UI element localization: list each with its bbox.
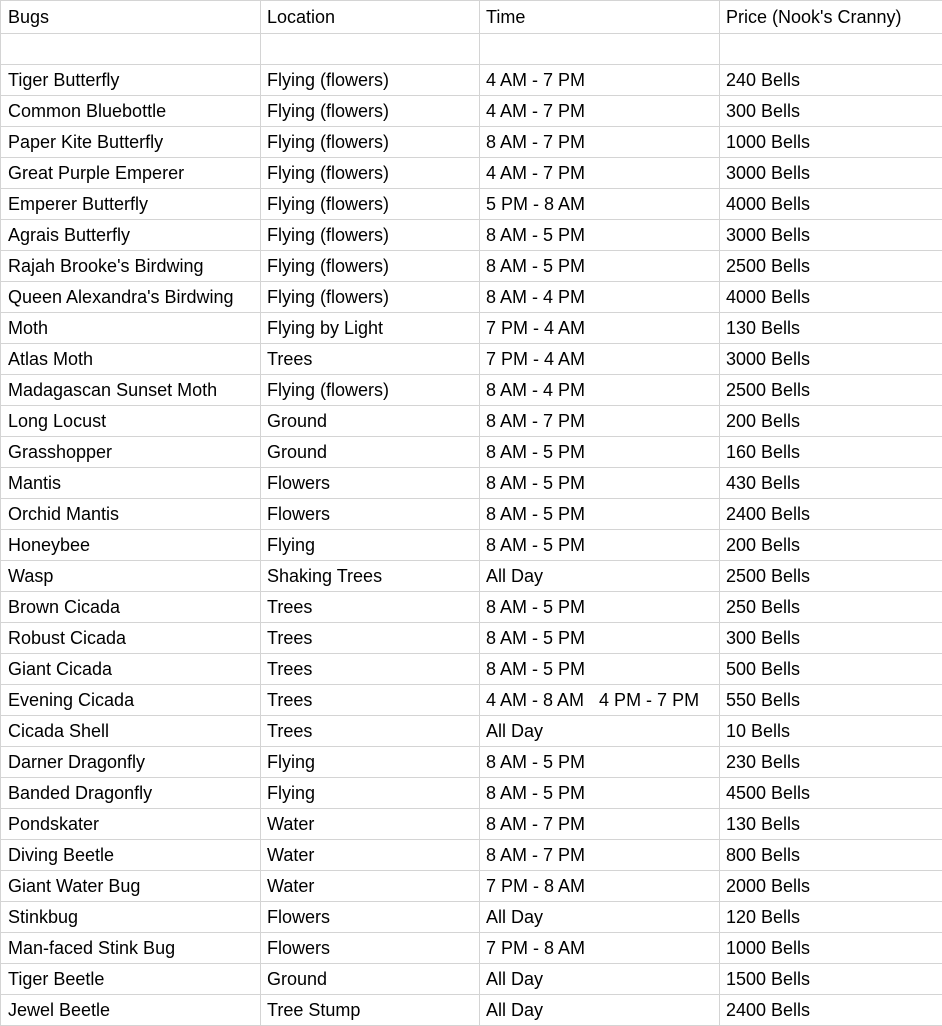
cell-bug-name[interactable]: Emperer Butterfly xyxy=(1,189,261,220)
time-value: 8 AM - 5 PM xyxy=(486,504,585,524)
table-row xyxy=(1,158,942,189)
time-value: 8 AM - 4 PM xyxy=(486,287,585,307)
cell-price[interactable]: 4000 Bells xyxy=(720,282,942,313)
cell-location[interactable]: Flying (flowers) xyxy=(261,127,480,158)
cell-time[interactable] xyxy=(480,530,720,561)
time-value: 8 AM - 5 PM xyxy=(486,442,585,462)
time-value: 8 AM - 5 PM xyxy=(486,597,585,617)
cell-bug-name[interactable]: Paper Kite Butterfly xyxy=(1,127,261,158)
cell-price[interactable]: 550 Bells xyxy=(720,685,942,716)
table-row xyxy=(1,840,942,871)
table-row xyxy=(1,809,942,840)
time-value: 8 AM - 5 PM xyxy=(486,225,585,245)
cell-price[interactable]: 500 Bells xyxy=(720,654,942,685)
time-value: 8 AM - 5 PM xyxy=(486,256,585,276)
table-row xyxy=(1,468,942,499)
cell-location[interactable]: Flying xyxy=(261,530,480,561)
cell-location[interactable]: Trees xyxy=(261,716,480,747)
time-value: 8 AM - 5 PM xyxy=(486,628,585,648)
cell-time[interactable] xyxy=(480,778,720,809)
cell-location[interactable]: Flying (flowers) xyxy=(261,251,480,282)
time-value: 8 AM - 7 PM xyxy=(486,132,585,152)
time-value: 7 PM - 8 AM xyxy=(486,876,585,896)
time-value: 8 AM - 7 PM xyxy=(486,411,585,431)
cell-time[interactable] xyxy=(480,406,720,437)
cell-bug-name[interactable]: Agrais Butterfly xyxy=(1,220,261,251)
cell-location[interactable]: Trees xyxy=(261,685,480,716)
cell-location[interactable]: Ground xyxy=(261,437,480,468)
cell-location[interactable]: Trees xyxy=(261,344,480,375)
table-row xyxy=(1,406,942,437)
cell-location[interactable]: Flowers xyxy=(261,468,480,499)
cell-location[interactable]: Shaking Trees xyxy=(261,561,480,592)
cell-time[interactable] xyxy=(480,964,720,995)
cell-price[interactable]: 10 Bells xyxy=(720,716,942,747)
cell-time[interactable] xyxy=(480,499,720,530)
cell-price[interactable]: 2500 Bells xyxy=(720,251,942,282)
header-cell-price[interactable]: Price (Nook's Cranny) xyxy=(720,1,942,34)
table-row xyxy=(1,499,942,530)
cell-time[interactable] xyxy=(480,220,720,251)
time-value: All Day xyxy=(486,1000,543,1020)
cell-bug-name[interactable]: Evening Cicada xyxy=(1,685,261,716)
time-value: All Day xyxy=(486,907,543,927)
cell-price[interactable]: 2500 Bells xyxy=(720,375,942,406)
cell-time[interactable] xyxy=(480,437,720,468)
cell-bug-name[interactable]: Moth xyxy=(1,313,261,344)
table-row xyxy=(1,902,942,933)
cell-time[interactable] xyxy=(480,995,720,1026)
cell-bug-name[interactable]: Mantis xyxy=(1,468,261,499)
cell-bug-name[interactable]: Atlas Moth xyxy=(1,344,261,375)
table-row xyxy=(1,871,942,902)
cell-price[interactable]: 800 Bells xyxy=(720,840,942,871)
cell-time[interactable] xyxy=(480,809,720,840)
cell-location[interactable]: Flying (flowers) xyxy=(261,375,480,406)
cell-price[interactable]: 3000 Bells xyxy=(720,158,942,189)
table-row xyxy=(1,592,942,623)
cell-price[interactable]: 160 Bells xyxy=(720,437,942,468)
time-value: All Day xyxy=(486,721,543,741)
cell-price[interactable]: 3000 Bells xyxy=(720,220,942,251)
cell-bug-name[interactable]: Orchid Mantis xyxy=(1,499,261,530)
cell-price[interactable]: 250 Bells xyxy=(720,592,942,623)
cell-price[interactable]: 120 Bells xyxy=(720,902,942,933)
time-value: All Day xyxy=(486,566,543,586)
cell-bug-name[interactable]: Giant Water Bug xyxy=(1,871,261,902)
cell-price[interactable]: 1000 Bells xyxy=(720,127,942,158)
cell-location[interactable]: Flowers xyxy=(261,933,480,964)
cell-location[interactable]: Flying (flowers) xyxy=(261,65,480,96)
time-value: 4 AM - 7 PM xyxy=(486,70,585,90)
cell-price[interactable]: 430 Bells xyxy=(720,468,942,499)
time-value: 8 AM - 5 PM xyxy=(486,752,585,772)
table-row xyxy=(1,220,942,251)
cell-price[interactable]: 1500 Bells xyxy=(720,964,942,995)
cell-bug-name[interactable]: Stinkbug xyxy=(1,902,261,933)
header-row xyxy=(1,1,942,34)
cell-bug-name[interactable]: Great Purple Emperer xyxy=(1,158,261,189)
blank-row xyxy=(1,34,942,65)
cell-time[interactable] xyxy=(480,127,720,158)
cell-bug-name[interactable]: Brown Cicada xyxy=(1,592,261,623)
table-row xyxy=(1,127,942,158)
cell-location[interactable]: Trees xyxy=(261,623,480,654)
table-row xyxy=(1,933,942,964)
table-row xyxy=(1,313,942,344)
cell-price[interactable]: 2500 Bells xyxy=(720,561,942,592)
cell-price[interactable]: 130 Bells xyxy=(720,809,942,840)
time-value: 8 AM - 7 PM xyxy=(486,845,585,865)
cell-time[interactable] xyxy=(480,747,720,778)
empty-cell[interactable] xyxy=(261,34,480,65)
cell-location[interactable]: Flying (flowers) xyxy=(261,220,480,251)
cell-bug-name[interactable]: Long Locust xyxy=(1,406,261,437)
table-row xyxy=(1,96,942,127)
time-value: 5 PM - 8 AM xyxy=(486,194,585,214)
cell-time[interactable] xyxy=(480,313,720,344)
cell-bug-name[interactable]: Queen Alexandra's Birdwing xyxy=(1,282,261,313)
cell-time[interactable] xyxy=(480,561,720,592)
cell-location[interactable]: Flowers xyxy=(261,499,480,530)
cell-bug-name[interactable]: Jewel Beetle xyxy=(1,995,261,1026)
cell-bug-name[interactable]: Pondskater xyxy=(1,809,261,840)
cell-time[interactable] xyxy=(480,158,720,189)
cell-time[interactable] xyxy=(480,933,720,964)
cell-location[interactable]: Flying xyxy=(261,747,480,778)
cell-price[interactable]: 2000 Bells xyxy=(720,871,942,902)
cell-time[interactable] xyxy=(480,716,720,747)
cell-time[interactable] xyxy=(480,840,720,871)
table-row xyxy=(1,530,942,561)
table-row xyxy=(1,685,942,716)
cell-price[interactable]: 200 Bells xyxy=(720,530,942,561)
empty-cell[interactable] xyxy=(720,34,942,65)
time-extra-value: 4 PM - 7 PM xyxy=(599,685,699,715)
cell-price[interactable]: 3000 Bells xyxy=(720,344,942,375)
cell-location[interactable]: Flying xyxy=(261,778,480,809)
table-row xyxy=(1,995,942,1026)
cell-bug-name[interactable]: Madagascan Sunset Moth xyxy=(1,375,261,406)
table-row xyxy=(1,282,942,313)
cell-time[interactable] xyxy=(480,96,720,127)
time-value: 8 AM - 5 PM xyxy=(486,659,585,679)
empty-cell[interactable] xyxy=(1,34,261,65)
cell-bug-name[interactable]: Wasp xyxy=(1,561,261,592)
cell-time[interactable] xyxy=(480,375,720,406)
cell-time[interactable] xyxy=(480,685,720,716)
cell-bug-name[interactable]: Cicada Shell xyxy=(1,716,261,747)
cell-time[interactable] xyxy=(480,592,720,623)
cell-bug-name[interactable]: Diving Beetle xyxy=(1,840,261,871)
cell-location[interactable]: Water xyxy=(261,809,480,840)
table-row xyxy=(1,747,942,778)
cell-bug-name[interactable]: Rajah Brooke's Birdwing xyxy=(1,251,261,282)
cell-price[interactable]: 4000 Bells xyxy=(720,189,942,220)
cell-price[interactable]: 200 Bells xyxy=(720,406,942,437)
time-value: 8 AM - 5 PM xyxy=(486,473,585,493)
table-row xyxy=(1,344,942,375)
header-cell-time[interactable]: Time xyxy=(480,1,720,34)
cell-bug-name[interactable]: Honeybee xyxy=(1,530,261,561)
cell-time[interactable] xyxy=(480,282,720,313)
cell-price[interactable]: 230 Bells xyxy=(720,747,942,778)
cell-time[interactable] xyxy=(480,189,720,220)
empty-cell[interactable] xyxy=(480,34,720,65)
cell-bug-name[interactable]: Giant Cicada xyxy=(1,654,261,685)
cell-price[interactable]: 300 Bells xyxy=(720,623,942,654)
cell-time[interactable] xyxy=(480,468,720,499)
cell-location[interactable]: Flying (flowers) xyxy=(261,96,480,127)
cell-price[interactable]: 300 Bells xyxy=(720,96,942,127)
cell-price[interactable]: 1000 Bells xyxy=(720,933,942,964)
cell-location[interactable]: Water xyxy=(261,840,480,871)
time-value: 4 AM - 7 PM xyxy=(486,163,585,183)
cell-time[interactable] xyxy=(480,251,720,282)
cell-location[interactable]: Ground xyxy=(261,406,480,437)
cell-location[interactable]: Trees xyxy=(261,592,480,623)
cell-bug-name[interactable]: Common Bluebottle xyxy=(1,96,261,127)
table-row xyxy=(1,437,942,468)
cell-bug-name[interactable]: Darner Dragonfly xyxy=(1,747,261,778)
time-value: 8 AM - 7 PM xyxy=(486,814,585,834)
table-row xyxy=(1,623,942,654)
cell-time[interactable] xyxy=(480,654,720,685)
time-value: 8 AM - 4 PM xyxy=(486,380,585,400)
cell-bug-name[interactable]: Robust Cicada xyxy=(1,623,261,654)
cell-location[interactable]: Water xyxy=(261,871,480,902)
time-value: 7 PM - 4 AM xyxy=(486,349,585,369)
cell-bug-name[interactable]: Tiger Butterfly xyxy=(1,65,261,96)
cell-time[interactable] xyxy=(480,65,720,96)
table-row xyxy=(1,375,942,406)
table-row xyxy=(1,716,942,747)
time-value: All Day xyxy=(486,969,543,989)
cell-location[interactable]: Flying (flowers) xyxy=(261,282,480,313)
time-value: 8 AM - 5 PM xyxy=(486,783,585,803)
cell-location[interactable]: Ground xyxy=(261,964,480,995)
cell-time[interactable] xyxy=(480,902,720,933)
table-row xyxy=(1,654,942,685)
time-value: 7 PM - 8 AM xyxy=(486,938,585,958)
cell-bug-name[interactable]: Man-faced Stink Bug xyxy=(1,933,261,964)
cell-location[interactable]: Tree Stump xyxy=(261,995,480,1026)
table-row xyxy=(1,65,942,96)
time-value: 4 AM - 8 AM xyxy=(486,690,584,710)
header-cell-bugs[interactable]: Bugs xyxy=(1,1,261,34)
time-value: 8 AM - 5 PM xyxy=(486,535,585,555)
cell-location[interactable]: Flying (flowers) xyxy=(261,189,480,220)
cell-price[interactable]: 2400 Bells xyxy=(720,499,942,530)
cell-time[interactable] xyxy=(480,344,720,375)
cell-bug-name[interactable]: Tiger Beetle xyxy=(1,964,261,995)
cell-price[interactable]: 240 Bells xyxy=(720,65,942,96)
cell-time[interactable] xyxy=(480,623,720,654)
cell-location[interactable]: Trees xyxy=(261,654,480,685)
time-value: 4 AM - 7 PM xyxy=(486,101,585,121)
cell-price[interactable]: 130 Bells xyxy=(720,313,942,344)
cell-location[interactable]: Flying by Light xyxy=(261,313,480,344)
cell-time[interactable] xyxy=(480,871,720,902)
table-row xyxy=(1,561,942,592)
cell-location[interactable]: Flying (flowers) xyxy=(261,158,480,189)
cell-location[interactable]: Flowers xyxy=(261,902,480,933)
cell-bug-name[interactable]: Banded Dragonfly xyxy=(1,778,261,809)
table-row xyxy=(1,189,942,220)
table-row xyxy=(1,778,942,809)
header-cell-location[interactable]: Location xyxy=(261,1,480,34)
cell-price[interactable]: 2400 Bells xyxy=(720,995,942,1026)
cell-bug-name[interactable]: Grasshopper xyxy=(1,437,261,468)
table-row xyxy=(1,251,942,282)
cell-price[interactable]: 4500 Bells xyxy=(720,778,942,809)
table-row xyxy=(1,964,942,995)
time-value: 7 PM - 4 AM xyxy=(486,318,585,338)
